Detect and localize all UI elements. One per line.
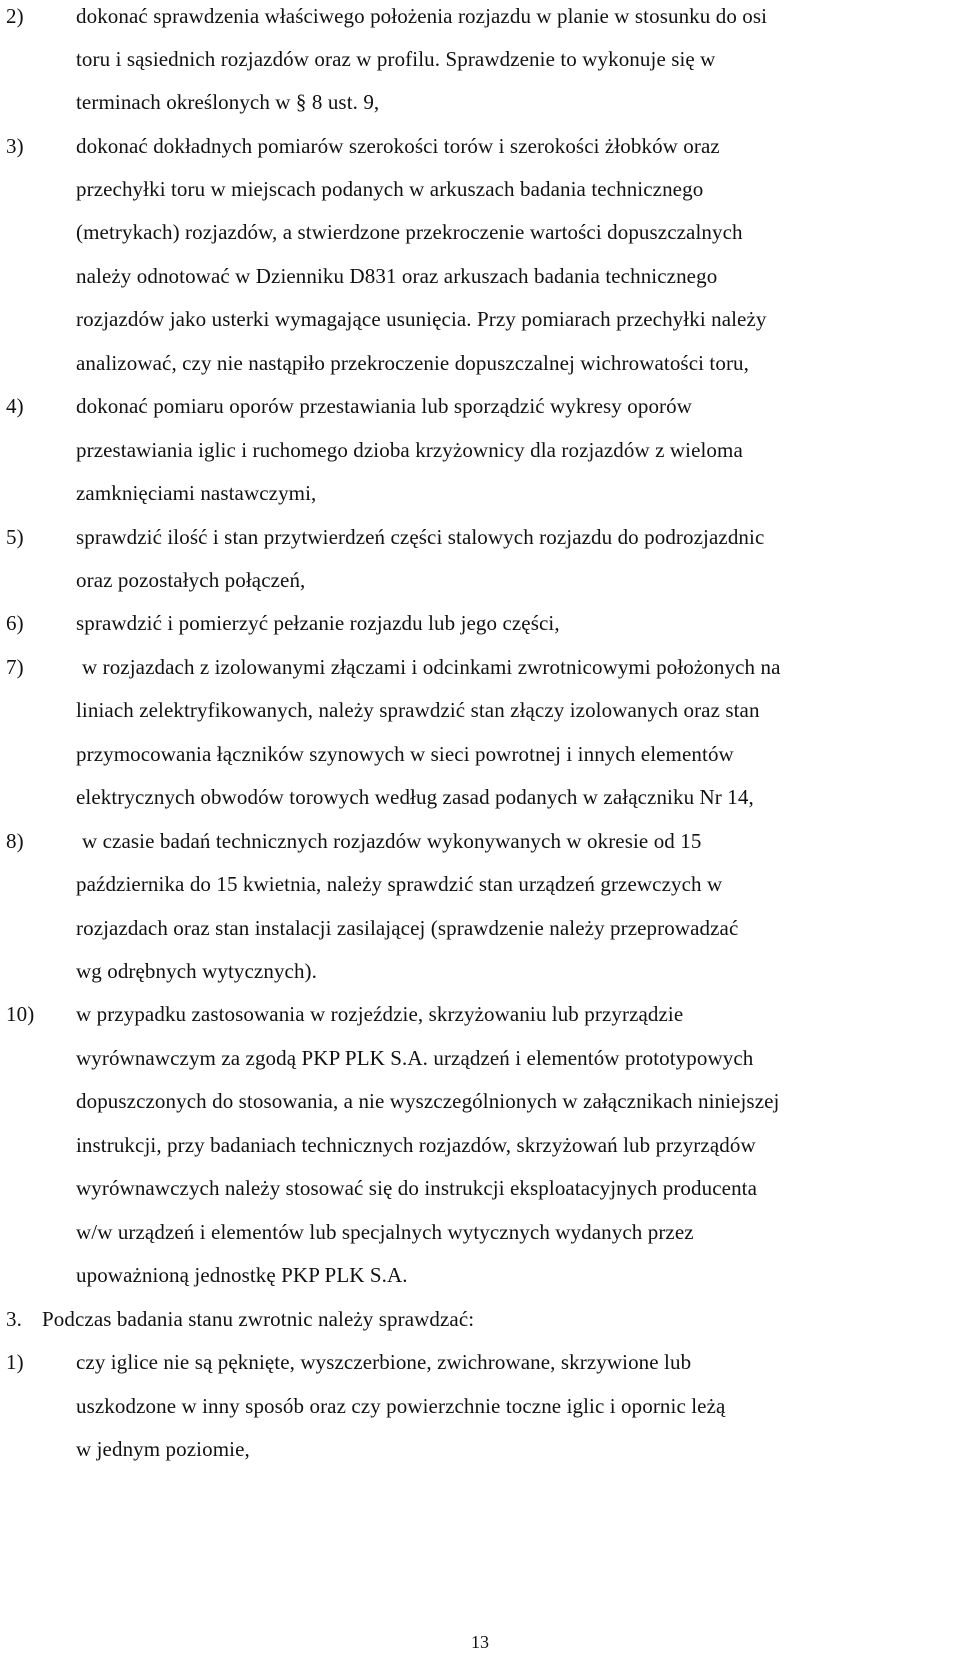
item-text-line: października do 15 kwietnia, należy sprawdzić stan urządzeń grzewczych w [76, 872, 723, 896]
item-text-line: w/w urządzeń i elementów lub specjalnych wytycznych wydanych przez [76, 1220, 694, 1244]
item-number: 1) [6, 1350, 24, 1374]
page-number: 13 [471, 1632, 489, 1652]
item-text-line: przestawiania iglic i ruchomego dzioba krzyżownicy dla rozjazdów z wieloma [76, 438, 743, 462]
item-text-line: elektrycznych obwodów torowych według zasad podanych w załączniku Nr 14, [76, 785, 754, 809]
item-number: 4) [6, 394, 24, 418]
item-text-line: terminach określonych w § 8 ust. 9, [76, 90, 380, 114]
item-text-line: dokonać pomiaru oporów przestawiania lub sporządzić wykresy oporów [76, 394, 692, 418]
section-number: 3. [6, 1307, 22, 1331]
item-text-line: przechyłki toru w miejscach podanych w arkuszach badania technicznego [76, 177, 704, 201]
item-text-line: liniach zelektryfikowanych, należy sprawdzić stan złączy izolowanych oraz stan [76, 698, 760, 722]
item-text-line: w przypadku zastosowania w rozjeździe, skrzyżowaniu lub przyrządzie [76, 1002, 684, 1026]
item-text-line: analizować, czy nie nastąpiło przekroczenie dopuszczalnej wichrowatości toru, [76, 351, 749, 375]
item-text-line: upoważnioną jednostkę PKP PLK S.A. [76, 1263, 408, 1287]
item-text-line: rozjazdów jako usterki wymagające usunięcia. Przy pomiarach przechyłki należy [76, 307, 767, 331]
item-text-line: w czasie badań technicznych rozjazdów wykonywanych w okresie od 15 [82, 829, 702, 853]
item-text-line: uszkodzone w inny sposób oraz czy powierzchnie toczne iglic i opornic leżą [76, 1394, 726, 1418]
item-text-line: oraz pozostałych połączeń, [76, 568, 306, 592]
item-text-line: dokonać dokładnych pomiarów szerokości torów i szerokości żłobków oraz [76, 134, 720, 158]
item-text-line: w rozjazdach z izolowanymi złączami i odcinkami zwrotnicowymi położonych na [82, 655, 781, 679]
item-text-line: instrukcji, przy badaniach technicznych rozjazdów, skrzyżowań lub przyrządów [76, 1133, 756, 1157]
item-number: 7) [6, 655, 24, 679]
item-text-line: czy iglice nie są pęknięte, wyszczerbione, zwichrowane, skrzywione lub [76, 1350, 692, 1374]
item-text-line: rozjazdach oraz stan instalacji zasilającej (sprawdzenie należy przeprowadzać [76, 916, 739, 940]
item-text-line: zamknięciami nastawczymi, [76, 481, 317, 505]
item-text-line: przymocowania łączników szynowych w sieci powrotnej i innych elementów [76, 742, 734, 766]
item-text-line: dopuszczonych do stosowania, a nie wyszczególnionych w załącznikach niniejszej [76, 1089, 780, 1113]
item-number: 10) [6, 1002, 35, 1026]
item-number: 6) [6, 611, 24, 635]
item-number: 3) [6, 134, 24, 158]
item-text-line: w jednym poziomie, [76, 1437, 250, 1461]
item-text-line: wg odrębnych wytycznych). [76, 959, 318, 983]
item-text-line: wyrównawczych należy stosować się do instrukcji eksploatacyjnych producenta [76, 1176, 758, 1200]
item-number: 8) [6, 829, 24, 853]
item-text-line: należy odnotować w Dzienniku D831 oraz arkuszach badania technicznego [76, 264, 718, 288]
item-text-line: sprawdzić ilość i stan przytwierdzeń części stalowych rozjazdu do podrozjazdnic [76, 525, 765, 549]
item-text-line: dokonać sprawdzenia właściwego położenia rozjazdu w planie w stosunku do osi [76, 4, 768, 28]
section-heading: Podczas badania stanu zwrotnic należy sprawdzać: [42, 1307, 475, 1331]
item-text-line: sprawdzić i pomierzyć pełzanie rozjazdu lub jego części, [76, 611, 560, 635]
item-text-line: toru i sąsiednich rozjazdów oraz w profilu. Sprawdzenie to wykonuje się w [76, 47, 716, 71]
item-number: 2) [6, 4, 24, 28]
item-text-line: (metrykach) rozjazdów, a stwierdzone przekroczenie wartości dopuszczalnych [76, 220, 743, 244]
item-number: 5) [6, 525, 24, 549]
item-text-line: wyrównawczym za zgodą PKP PLK S.A. urządzeń i elementów prototypowych [76, 1046, 754, 1070]
